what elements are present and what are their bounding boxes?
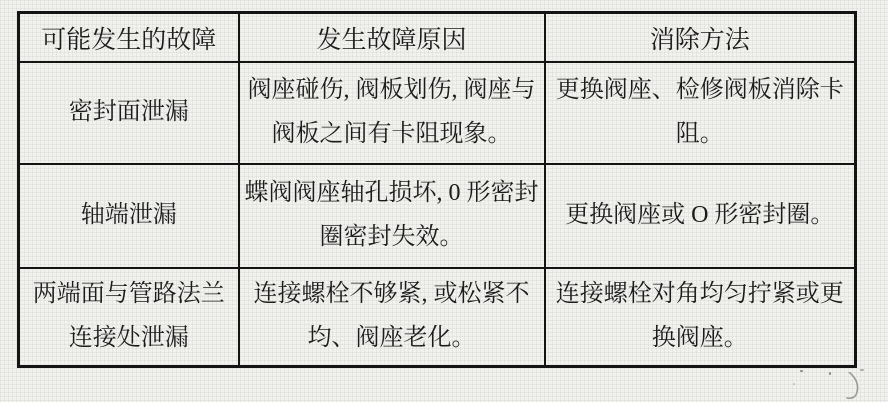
cell-solution-sealing-surface-leak: 更换阀座、检修阀板消除卡阻。 xyxy=(545,62,856,164)
header-cell-elimination-methods: 消除方法 xyxy=(545,13,856,63)
cell-fault-shaft-end-leak: 轴端泄漏 xyxy=(19,164,239,268)
header-cell-fault-causes: 发生故障原因 xyxy=(239,13,545,63)
cell-solution-flange-connection-leak: 连接螺栓对角均匀拧紧或更换阀座。 xyxy=(545,268,856,367)
speck-artifact xyxy=(860,369,864,371)
fault-troubleshooting-table xyxy=(17,11,857,368)
table-row-shaft-end-leak xyxy=(19,164,856,268)
pen-stroke-artifact xyxy=(843,372,867,400)
speck-artifact xyxy=(793,383,795,385)
header-cell-possible-faults: 可能发生的故障 xyxy=(19,13,239,63)
table-row-sealing-surface-leak xyxy=(19,62,856,164)
cell-cause-sealing-surface-leak: 阀座碰伤, 阀板划伤, 阀座与阀板之间有卡阻现象。 xyxy=(239,62,545,164)
speck-artifact xyxy=(800,370,803,372)
cell-fault-flange-connection-leak: 两端面与管路法兰连接处泄漏 xyxy=(19,268,239,367)
cell-fault-sealing-surface-leak: 密封面泄漏 xyxy=(19,62,239,164)
cell-solution-shaft-end-leak: 更换阀座或 O 形密封圈。 xyxy=(545,164,856,268)
cell-cause-flange-connection-leak: 连接螺栓不够紧, 或松紧不均、阀座老化。 xyxy=(239,268,545,367)
table-row-flange-connection-leak xyxy=(19,268,856,367)
header-row xyxy=(19,13,856,63)
cell-cause-shaft-end-leak: 蝶阀阀座轴孔损坏, 0 形密封圈密封失效。 xyxy=(239,164,545,268)
speck-artifact xyxy=(829,372,831,375)
